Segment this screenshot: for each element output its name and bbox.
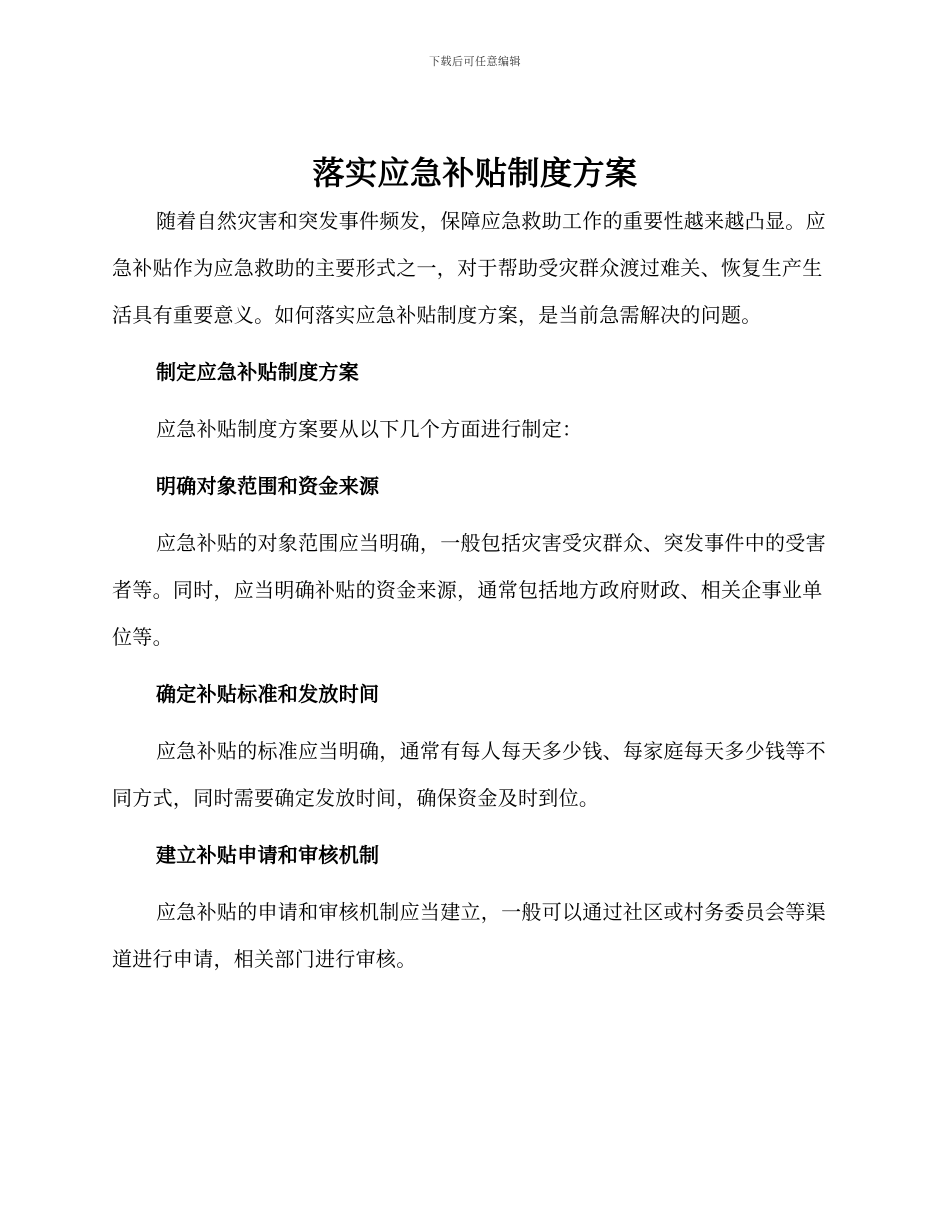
section-paragraph: 应急补贴的对象范围应当明确，一般包括灾害受灾群众、突发事件中的受害者等。同时，应当明确补贴的资金来源，通常包括地方政府财政、相关企事业单位等。 <box>112 531 826 649</box>
section-heading: 制定应急补贴制度方案 <box>156 360 359 384</box>
document-title: 落实应急补贴制度方案 <box>312 154 638 192</box>
section-heading: 确定补贴标准和发放时间 <box>156 682 380 706</box>
section-paragraph: 应急补贴的申请和审核机制应当建立，一般可以通过社区或村务委员会等渠道进行申请，相关部门进行审核。 <box>112 900 826 971</box>
section-heading: 明确对象范围和资金来源 <box>156 474 380 498</box>
document-body <box>112 198 836 983</box>
section-paragraph: 应急补贴制度方案要从以下几个方面进行制定： <box>156 417 583 441</box>
header-note: 下载后可任意编辑 <box>429 55 521 68</box>
intro-paragraph: 随着自然灾害和突发事件频发，保障应急救助工作的重要性越来越凸显。应急补贴作为应急救助的主要形式之一，对于帮助受灾群众渡过难关、恢复生产生活具有重要意义。如何落实应急补贴制度方案，是当前急需解决的问题。 <box>112 209 826 327</box>
section-paragraph: 应急补贴的标准应当明确，通常有每人每天多少钱、每家庭每天多少钱等不同方式，同时需要确定发放时间，确保资金及时到位。 <box>112 739 826 810</box>
section-heading: 建立补贴申请和审核机制 <box>156 843 380 867</box>
